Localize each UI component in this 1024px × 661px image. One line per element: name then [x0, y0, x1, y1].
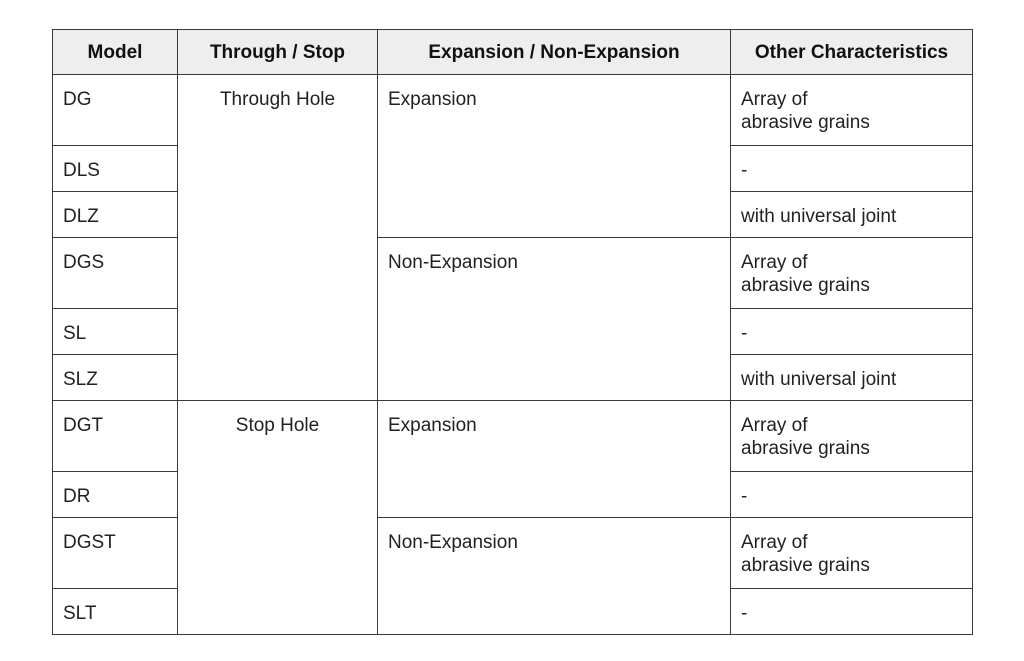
through-hole-cell: Through Hole [178, 75, 378, 401]
model-comparison-table [52, 29, 973, 635]
other-line-2: abrasive grains [741, 438, 870, 459]
other-line-1: Array of [741, 415, 808, 436]
header-through-stop: Through / Stop [178, 30, 378, 75]
header-expansion: Expansion / Non-Expansion [378, 30, 731, 75]
other-cell: with universal joint [731, 355, 973, 401]
table-row [53, 401, 973, 472]
non-expansion-cell: Non-Expansion [378, 518, 731, 635]
header-model: Model [53, 30, 178, 75]
other-line-1: Array of [741, 89, 808, 110]
model-cell: DGST [53, 518, 178, 589]
model-cell: SL [53, 309, 178, 355]
other-cell [731, 518, 973, 589]
other-cell: - [731, 146, 973, 192]
model-cell: DR [53, 472, 178, 518]
model-cell: DGS [53, 238, 178, 309]
other-line-2: abrasive grains [741, 112, 870, 133]
expansion-cell: Expansion [378, 401, 731, 518]
non-expansion-cell: Non-Expansion [378, 238, 731, 401]
model-cell: DLZ [53, 192, 178, 238]
header-row [53, 30, 973, 75]
other-cell [731, 401, 973, 472]
table-row [53, 75, 973, 146]
other-line-2: abrasive grains [741, 275, 870, 296]
other-cell: - [731, 589, 973, 635]
other-line-1: Array of [741, 252, 808, 273]
model-cell: DGT [53, 401, 178, 472]
other-line-1: Array of [741, 532, 808, 553]
other-cell: - [731, 472, 973, 518]
stop-hole-cell: Stop Hole [178, 401, 378, 635]
other-cell [731, 238, 973, 309]
model-cell: SLZ [53, 355, 178, 401]
expansion-cell: Expansion [378, 75, 731, 238]
header-other-characteristics: Other Characteristics [731, 30, 973, 75]
other-cell: with universal joint [731, 192, 973, 238]
other-line-2: abrasive grains [741, 555, 870, 576]
model-cell: SLT [53, 589, 178, 635]
other-cell: - [731, 309, 973, 355]
model-cell: DLS [53, 146, 178, 192]
other-cell [731, 75, 973, 146]
model-cell: DG [53, 75, 178, 146]
